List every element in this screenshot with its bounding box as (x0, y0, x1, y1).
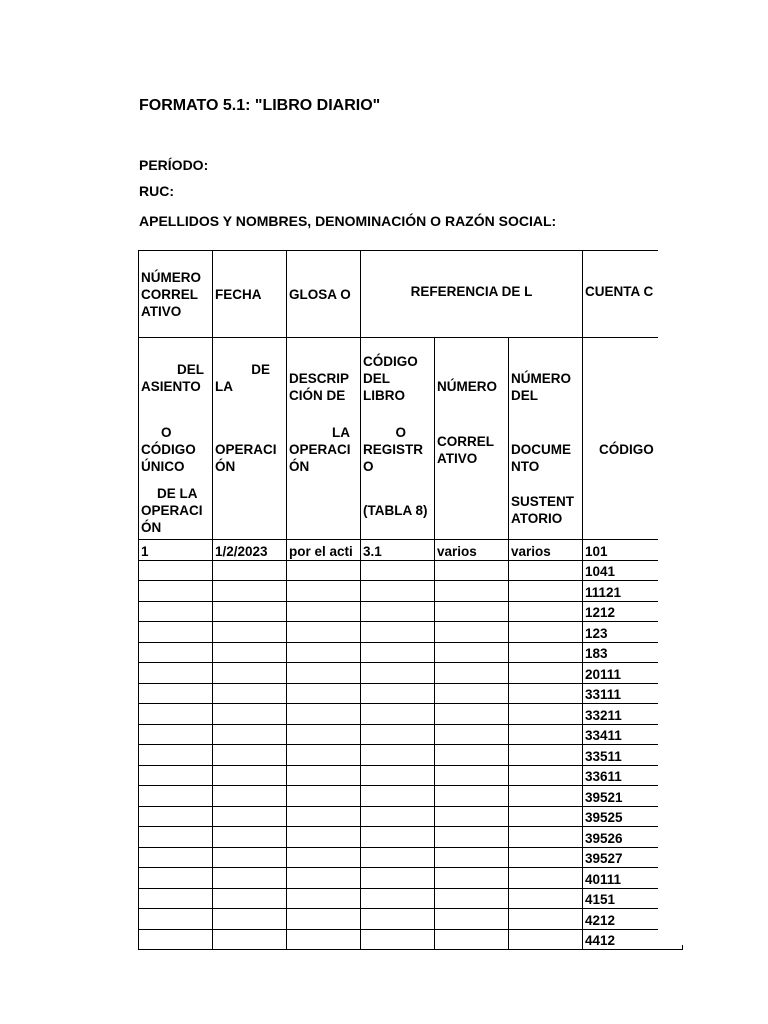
h-col7-a: CÓDIGO (599, 442, 654, 457)
page-edge-mask (658, 245, 768, 945)
libro-diario-table (138, 250, 683, 950)
table-row (139, 581, 683, 602)
cell-numero: 1 (139, 540, 213, 561)
h-col6-a: NÚMERO DEL (511, 371, 571, 403)
cell-cuenta: 33611 (583, 765, 683, 786)
table-row (139, 786, 683, 807)
table-row (139, 868, 683, 889)
h-col2-a: DE (251, 362, 270, 377)
h-col5-b: CORREL ATIVO (437, 434, 494, 466)
cell-cuenta: 1212 (583, 601, 683, 622)
header-row-sub (139, 338, 683, 540)
cell-numero-documento: varios (509, 540, 583, 561)
header-row-top (139, 251, 683, 338)
periodo-label: PERÍODO: (139, 157, 209, 173)
h-col2-b: LA (215, 379, 233, 394)
table-row (139, 683, 683, 704)
h-col4-b: O (395, 425, 406, 440)
header-referencia: REFERENCIA DE L (410, 283, 533, 299)
table-row (139, 745, 683, 766)
table-row (139, 704, 683, 725)
table-row (139, 765, 683, 786)
h-col6-c: SUSTENT ATORIO (511, 494, 575, 526)
cell-numero-correlativo: varios (435, 540, 509, 561)
h-col6-b: DOCUME NTO (511, 442, 571, 474)
cell-cuenta: 4412 (583, 929, 683, 950)
header-numero-correlativo: NÚMERO CORREL ATIVO (141, 269, 201, 319)
cell-cuenta: 39521 (583, 786, 683, 807)
ruc-label: RUC: (139, 183, 174, 199)
table-row (139, 601, 683, 622)
razon-social-label: APELLIDOS Y NOMBRES, DENOMINACIÓN O RAZÓN SOCIAL: (139, 213, 557, 229)
cell-fecha: 1/2/2023 (213, 540, 287, 561)
table-row (139, 929, 683, 950)
cell-glosa: por el acti (287, 540, 361, 561)
cell-cuenta: 4212 (583, 909, 683, 930)
cell-cuenta: 33111 (583, 683, 683, 704)
table-row (139, 560, 683, 581)
table-row (139, 888, 683, 909)
header-cuenta: CUENTA C (585, 283, 654, 299)
cell-cuenta: 20111 (583, 663, 683, 684)
cell-codigo-libro: 3.1 (361, 540, 435, 561)
h-col3-a: DESCRIP CIÓN DE (289, 371, 349, 403)
document-title: FORMATO 5.1: "LIBRO DIARIO" (139, 97, 381, 114)
h-col4-d: (TABLA 8) (363, 503, 428, 518)
table-row (139, 847, 683, 868)
cell-cuenta: 39527 (583, 847, 683, 868)
table-row (139, 540, 683, 561)
table-row (139, 622, 683, 643)
cell-cuenta: 1041 (583, 560, 683, 581)
h-col1-b: ASIENTO (141, 379, 201, 394)
table-row (139, 642, 683, 663)
cell-cuenta: 11121 (583, 581, 683, 602)
table-row (139, 909, 683, 930)
cell-cuenta: 101 (583, 540, 683, 561)
h-col5-a: NÚMERO (437, 379, 497, 394)
h-col4-c: REGISTR O (363, 442, 424, 474)
cell-cuenta: 39525 (583, 806, 683, 827)
table-row (139, 663, 683, 684)
cell-cuenta: 123 (583, 622, 683, 643)
h-col1-d: CÓDIGO ÚNICO (141, 442, 196, 474)
cell-cuenta: 39526 (583, 827, 683, 848)
cell-cuenta: 33411 (583, 724, 683, 745)
table-row (139, 806, 683, 827)
cell-cuenta: 40111 (583, 868, 683, 889)
h-col1-f: OPERACI ÓN (141, 503, 203, 535)
table-row (139, 724, 683, 745)
h-col1-a: DEL (177, 362, 204, 377)
h-col3-c: OPERACI ÓN (289, 442, 351, 474)
h-col3-b: LA (332, 425, 350, 440)
h-col1-c: O (161, 425, 172, 440)
cell-cuenta: 183 (583, 642, 683, 663)
cell-cuenta: 33511 (583, 745, 683, 766)
table-row (139, 827, 683, 848)
header-glosa: GLOSA O (289, 286, 351, 302)
h-col4-a: CÓDIGO DEL LIBRO (363, 354, 418, 403)
cell-cuenta: 4151 (583, 888, 683, 909)
header-fecha: FECHA (215, 286, 262, 302)
h-col2-c: OPERACI ÓN (215, 442, 277, 474)
h-col1-e: DE LA (157, 486, 198, 501)
cell-cuenta: 33211 (583, 704, 683, 725)
